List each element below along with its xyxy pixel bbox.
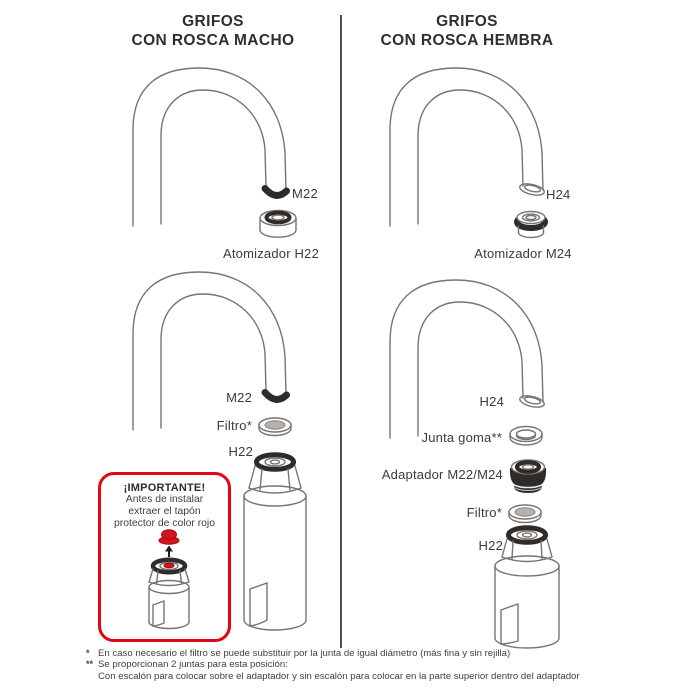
filter-label-left: Filtro* [216, 418, 252, 433]
header-line-2: CON ROSCA MACHO [131, 31, 295, 49]
header-rosca-macho [83, 13, 343, 50]
footnote-2-marker: ** [86, 659, 94, 670]
header-line-2: CON ROSCA HEMBRA [380, 31, 554, 49]
footnote-1-marker: * [86, 648, 90, 658]
footnote-3-marker [86, 671, 98, 682]
footnote-2-text: Se proporcionan 2 juntas para esta posición: [98, 659, 288, 671]
filter-label-right: Filtro* [466, 505, 502, 520]
footnote-1-text: En caso necesario el filtro se puede substituir por la junta de igual diámetro (más fina y sin rejilla) [98, 648, 511, 659]
column-divider [340, 15, 342, 648]
body-thread-label-h22-left: H22 [228, 444, 253, 459]
header-rosca-hembra [337, 13, 597, 50]
filter-disc-left [259, 418, 291, 436]
faucet-spout-male-1 [133, 68, 287, 226]
faucet-spout-female-1 [390, 68, 545, 226]
footnote-3-text: Con escalón para colocar sobre el adaptador y sin escalón para colocar en la parte superior dentro del adaptador [98, 670, 580, 682]
important-text-line: Antes de instalar [125, 494, 204, 505]
footnote-1 [86, 648, 566, 659]
aerator-body-h22-left [244, 454, 306, 630]
aerator-h22-part [260, 211, 296, 238]
tip-thread-label-m22-1: M22 [292, 186, 318, 201]
aerator-m24-label: Atomizador M24 [474, 246, 572, 261]
tip-thread-label-h24-2: H24 [479, 394, 504, 409]
rubber-gasket-label: Junta goma** [421, 430, 502, 445]
important-text-line: protector de color rojo [113, 517, 216, 529]
footnote-2 [86, 659, 566, 670]
aerator-h22-label: Atomizador H22 [222, 246, 319, 261]
tip-thread-label-h24-1: H24 [546, 187, 571, 202]
aerator-body-h22-right [495, 527, 559, 648]
filter-disc-right [509, 505, 541, 523]
rubber-gasket-part [510, 427, 542, 446]
header-line-1: GRIFOS [182, 13, 244, 30]
footnote-3 [86, 670, 580, 682]
tip-thread-label-m22-2: M22 [226, 390, 252, 405]
footnotes [86, 648, 580, 682]
faucet-spout-female-2 [390, 280, 545, 438]
header-line-1: GRIFOS [436, 13, 498, 30]
important-text-line: extraer el tapón [128, 505, 201, 517]
body-thread-label-h22-right: H22 [478, 538, 503, 553]
adapter-m22-m24-part [510, 460, 546, 493]
aerator-m24-part [517, 212, 545, 238]
important-warning-box [98, 472, 231, 642]
faucet-spout-male-2 [133, 272, 287, 430]
important-title: ¡IMPORTANTE! [123, 482, 206, 494]
adapter-label: Adaptador M22/M24 [381, 467, 503, 482]
